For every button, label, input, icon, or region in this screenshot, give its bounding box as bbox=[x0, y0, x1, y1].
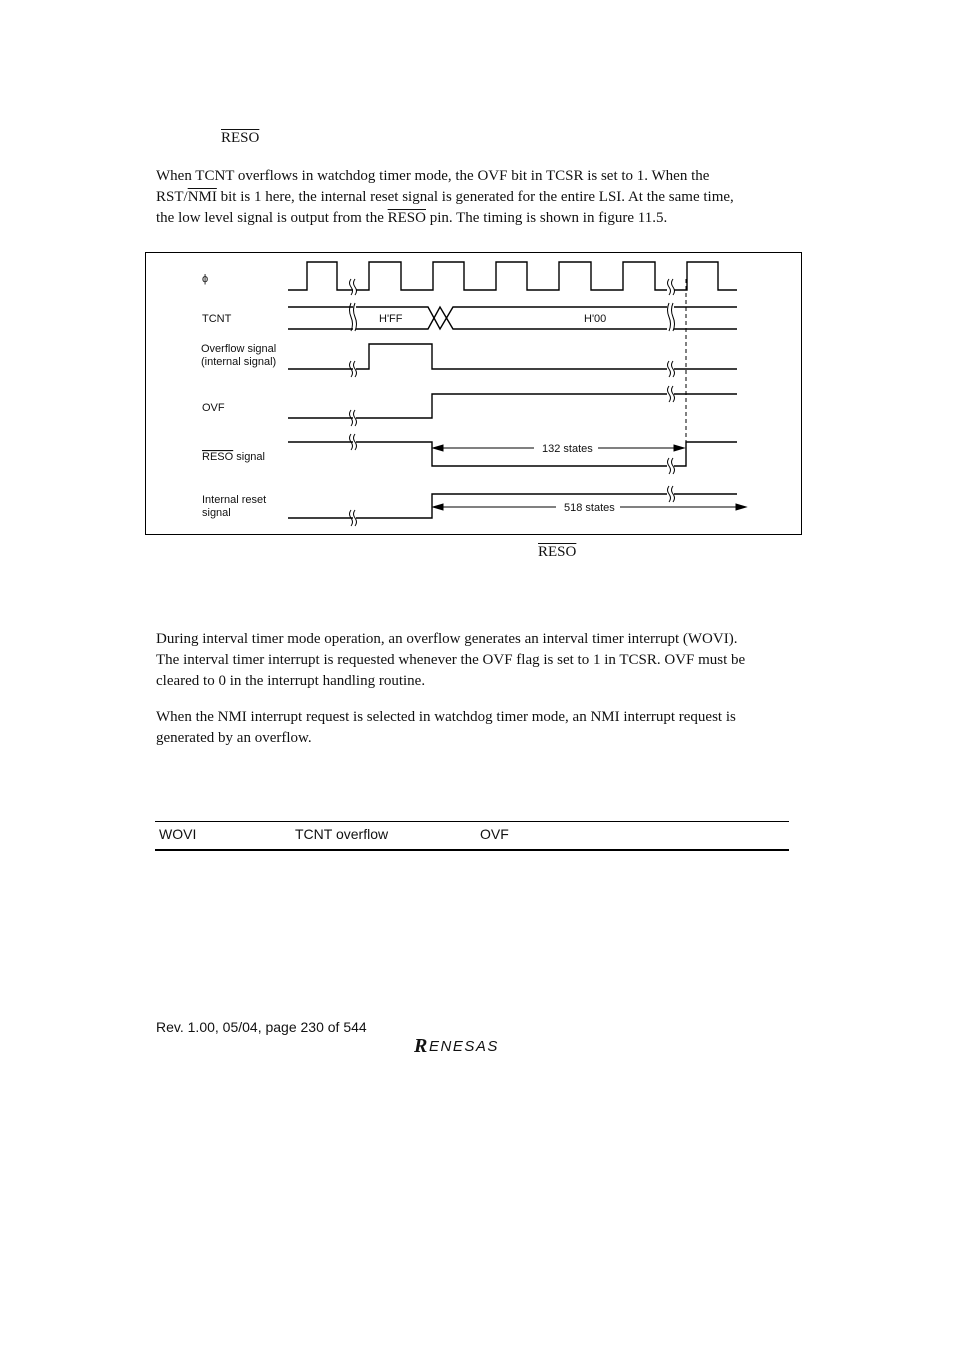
overflow-pulse bbox=[356, 344, 667, 369]
paragraph-interval-timer bbox=[156, 629, 796, 692]
timing-diagram bbox=[146, 253, 801, 534]
para1-line2a: RST/ bbox=[156, 189, 188, 205]
reso-fall bbox=[356, 442, 667, 466]
paragraph-reso-output bbox=[156, 166, 796, 229]
para2-line1: During interval timer mode operation, an overflow generates an interval timer interrupt (WOVI). bbox=[156, 631, 738, 647]
reso-rise bbox=[674, 442, 737, 466]
label-reso-suffix: signal bbox=[233, 451, 265, 463]
tcnt-bus-top-b bbox=[356, 307, 667, 329]
para1-line3c: pin. The timing is shown in figure 11.5. bbox=[425, 210, 668, 226]
paragraph-nmi bbox=[156, 707, 796, 749]
label-reso-name: RESO bbox=[202, 451, 234, 463]
renesas-logo bbox=[412, 1034, 534, 1061]
label-internal-reset-1: Internal reset bbox=[202, 494, 267, 506]
para2-line2: The interval timer interrupt is requested whenever the OVF flag is set to 1 in TCSR. OVF must be bbox=[156, 652, 746, 668]
ovf-rise bbox=[356, 394, 667, 418]
reso-overline: RESO bbox=[387, 210, 426, 226]
phi-waveform-mid bbox=[356, 262, 667, 290]
table-cell-source: WOVI bbox=[159, 826, 197, 842]
tcnt-value-h00: H'00 bbox=[584, 313, 607, 325]
table-cell-flag: OVF bbox=[480, 826, 509, 842]
phi-waveform bbox=[288, 262, 353, 290]
interrupt-table bbox=[155, 821, 789, 851]
footer-revision: Rev. 1.00, 05/04, page 230 of 544 bbox=[156, 1019, 367, 1035]
svg-text:ENESAS: ENESAS bbox=[429, 1038, 499, 1055]
label-overflow-2: (internal signal) bbox=[201, 356, 277, 368]
label-phi: ϕ bbox=[202, 273, 209, 285]
label-overflow-1: Overflow signal bbox=[201, 343, 277, 355]
label-tcnt: TCNT bbox=[202, 313, 232, 325]
tcnt-bus-bot-b bbox=[356, 307, 667, 329]
label-132-states: 132 states bbox=[542, 443, 593, 455]
section-heading: RESO bbox=[221, 130, 260, 146]
para2-line3: cleared to 0 in the interrupt handling routine. bbox=[156, 673, 426, 689]
figure-caption: RESO bbox=[538, 544, 577, 560]
label-ovf: OVF bbox=[202, 402, 225, 414]
para3-line2: generated by an overflow. bbox=[156, 730, 312, 746]
reset-rise bbox=[356, 494, 667, 518]
nmi-overline: $\overline{NMI}$ bbox=[187, 189, 217, 205]
phi-waveform-end bbox=[674, 262, 737, 290]
tcnt-value-hff: H'FF bbox=[379, 313, 403, 325]
table-cell-cause: TCNT overflow bbox=[295, 826, 389, 842]
label-internal-reset-2: signal bbox=[202, 507, 231, 519]
para1-line1: When TCNT overflows in watchdog timer mode, the OVF bit in TCSR is set to 1. When the bbox=[156, 168, 710, 184]
timing-diagram-frame bbox=[145, 252, 802, 535]
label-reso-signal bbox=[202, 451, 265, 463]
para3-line1: When the NMI interrupt request is selected in watchdog timer mode, an NMI interrupt request is bbox=[156, 709, 736, 725]
para1-line2c: bit is 1 here, the internal reset signal is generated for the entire LSI. At the same time, bbox=[216, 189, 734, 205]
para1-line3a: the low level signal is output from the bbox=[156, 210, 388, 226]
label-518-states: 518 states bbox=[564, 502, 615, 514]
svg-text:R: R bbox=[414, 1035, 429, 1056]
